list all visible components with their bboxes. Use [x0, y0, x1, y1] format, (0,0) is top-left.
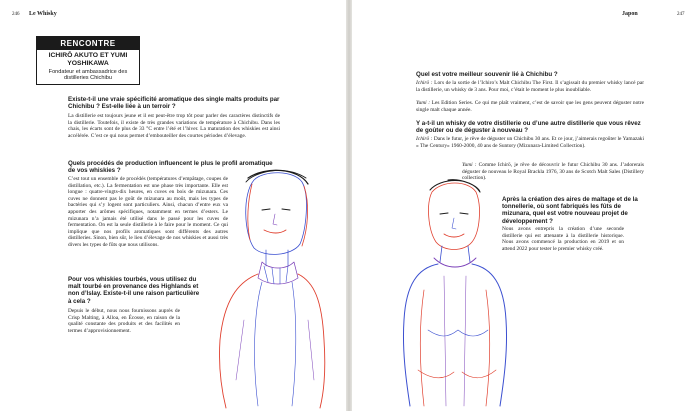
question-6: Après la création des aires de maltage et de la tonnellerie, où sont fabriqués les fûts de mizunara, quel est votre nouveau projet de développement ? — [502, 196, 638, 225]
question-4: Quel est votre meilleur souvenir lié à Chichibu ? — [416, 71, 558, 78]
speaker-yumi: Yumi : — [462, 162, 477, 168]
running-header-right: Japon — [622, 11, 638, 17]
speaker-yumi: Yumi : — [416, 100, 431, 106]
question-3: Pour vos whiskies tourbés, vous utilisez du malt tourbé en provenance des Highlands et non d’Islay. Existe-t-il une raison particulière à cela ? — [68, 276, 200, 305]
answer-1: La distillerie est toujours jeune et il est peut-être trop tôt pour parler des caractères distinctifs de la distillerie. Toutefois, il existe de très grandes variations de température à Chichibu. Dans les chais, les écarts sont de plus de 33 °C entre l’été et l’hiver. La maturation des whiskies est ainsi accélérée. C’est ce qui nous permet d’embouteiller des courtes périodes d’élevage. — [68, 113, 280, 139]
answer-4-ichiro — [416, 80, 644, 93]
answer-3: Depuis le début, nous nous fournissons auprès de Crisp Malting, à Alloa, en Écosse, en raison de la qualité constante des produits et des facilités en termes d’approvisionnement. — [68, 308, 180, 334]
answer-2: C’est tout un ensemble de procédés (températures d’empâtage, coupes de distillation, etc.). La fermentation est une phase très importante. Elle est longue : quatre-vingts-dix heures, en cuves en bois de mizunara. Ces cuves ne donnent pas le goût de mizunara au moût, mais les types de bactéries qui s’y logent sont particuliers. Ainsi, chacun d’entre eux va apporter des arômes spécifiques, notamment en termes d’esters. Le mizunara n’a jamais été utilisé dans le passé pour les cuves de fermentation. On est la seule distillerie à le faire pour le moment. Ce qui implique que nos profils aromatiques sont différents des autres distilleries. Sinon, bien sûr, le lieu d’élevage de nos whiskies et aussi très divers les types de fûts que nous utilisons. — [68, 176, 228, 248]
speaker-ichiro: Ichirō : — [416, 136, 433, 142]
answer-6: Nous avons entrepris la création d’une seconde distillerie qui est attenante à la distillerie historique. Nous avons commencé la production en 2019 et on attend 2022 pour tester le premier whisky créé. — [502, 226, 624, 252]
answer-5-yumi-text: Comme Ichirō, je rêve de découvrir le futur Chichibu 30 ans. J’adorerais déguster de nouveau le Royal Brackla 1976, 30 ans de Scotch Malt Sales (Distillery collection). — [462, 162, 644, 182]
book-gutter — [346, 0, 352, 411]
interviewee-role: Fondateur et ambassadrice des distilleries Chichibu — [48, 69, 128, 82]
question-2: Quels procédés de production influencent le plus le profil aromatique de vos whiskies ? — [68, 160, 273, 175]
answer-4-yumi-text: Les Edition Series. Ce qui me plaît vraiment, c’est de savoir que les gens peuvent déguster notre single malt chaque année. — [416, 100, 644, 113]
answer-5-ichiro — [416, 136, 644, 149]
answer-4-ichiro-text: Lors de la sortie de l’Ichiro’s Malt Chichibu The First. Il s’agissait du premier whisky lancé par la distillerie, un whisky de 3 ans. Pour moi, c’était le moment le plus inoubliable. — [416, 80, 644, 93]
page-number-left: 246 — [12, 12, 20, 17]
answer-4-yumi — [416, 100, 644, 113]
portrait-illustration-yumi — [214, 170, 334, 410]
portrait-illustration-ichiro — [388, 180, 528, 410]
answer-5-yumi — [462, 162, 644, 182]
speaker-ichiro: Ichirō : — [416, 80, 433, 86]
page-number-right: 247 — [677, 12, 685, 17]
interview-intro-box — [36, 36, 140, 85]
question-5: Y a-t-il un whisky de votre distillerie ou d’une autre distillerie que vous rêvez de goûter ou de déguster à nouveau ? — [416, 120, 641, 135]
answer-5-ichiro-text: Dans le futur, je rêve de déguster un Chichibu 30 ans. Et ce jour, j’aimerais regoûter le Yamazaki « The Century» 1960-2000, 40 ans de Suntory (Mizunara-Limited Collection). — [416, 136, 644, 149]
interviewee-names: ICHIRŌ AKUTO ET YUMI YOSHIKAWA — [48, 52, 128, 67]
running-header-left: Le Whisky — [29, 11, 57, 17]
question-1: Existe-t-il une vraie spécificité aromatique des single malts produits par Chichibu ? Est-elle liée à un terroir ? — [68, 96, 280, 111]
section-label: RENCONTRE — [37, 37, 139, 50]
